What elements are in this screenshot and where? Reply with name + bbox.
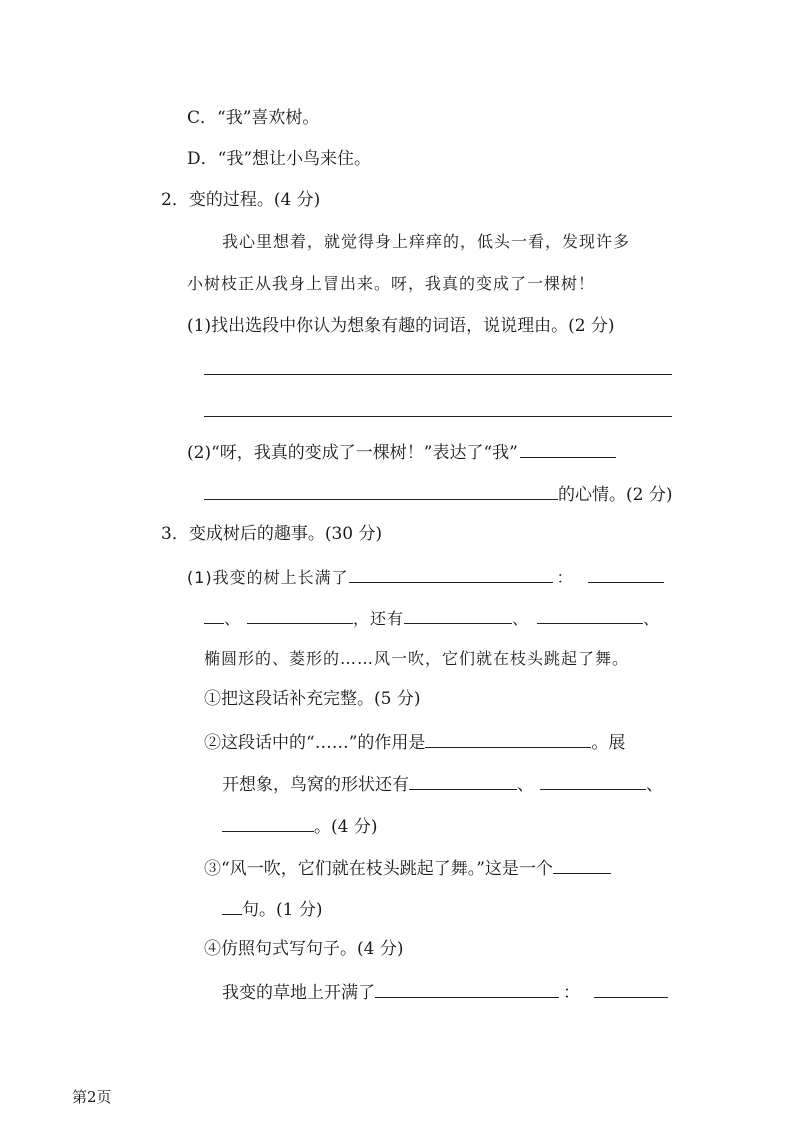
answer-blank[interactable]	[204, 606, 224, 624]
q2-sub2	[187, 440, 616, 464]
answer-blank[interactable]	[409, 772, 517, 790]
colon: ：	[563, 983, 580, 1003]
answer-blank[interactable]	[588, 565, 664, 583]
q2-passage-line1: 我心里想着，就觉得身上痒痒的，低头一看，发现许多	[222, 232, 631, 251]
answer-blank[interactable]	[375, 980, 559, 998]
q3-item3-line1	[204, 856, 611, 880]
q3-item3-line2	[222, 897, 322, 921]
answer-blank[interactable]	[553, 856, 611, 874]
q3-item2-end: 。展	[591, 733, 626, 753]
dunhao: 、	[643, 609, 661, 628]
q3-item2-line1	[204, 730, 625, 754]
q3-sub1-line3: 椭圆形的、菱形的……风一吹，它们就在枝头跳起了舞。	[204, 649, 630, 668]
q2-sub2-cont	[204, 482, 672, 506]
q2-sub2-end: 的心情。(2 分)	[558, 485, 673, 505]
answer-blank[interactable]	[247, 606, 353, 624]
q3-sub1-line1	[187, 565, 664, 589]
answer-blank[interactable]	[404, 606, 512, 624]
q3-item4: ④仿照句式写句子。(4 分)	[204, 939, 404, 959]
dunhao: 、	[646, 775, 663, 795]
dunhao: 、	[224, 609, 242, 628]
q2-sub2-text: (2)“呀，我真的变成了一棵树！”表达了“我”	[187, 443, 518, 463]
answer-blank[interactable]	[537, 606, 643, 624]
q3-sub1-line2	[204, 606, 660, 630]
q3-sub1-start: (1)我变的树上长满了	[187, 568, 349, 587]
q3-item2-line3-end: 。(4 分)	[314, 817, 378, 837]
q2-sub1: (1)找出选段中你认为想象有趣的词语，说说理由。(2 分)	[187, 316, 615, 336]
answer-line[interactable]	[204, 374, 672, 375]
q3-item2-line3	[222, 814, 377, 838]
q3-item3-start: ③“风一吹，它们就在枝头跳起了舞。”这是一个	[204, 859, 553, 879]
q3-item2-line2	[222, 772, 663, 796]
answer-blank[interactable]	[222, 897, 242, 915]
answer-blank[interactable]	[594, 980, 668, 998]
answer-blank[interactable]	[520, 440, 616, 458]
comma-also: ，还有	[353, 609, 405, 628]
dunhao: 、	[517, 775, 534, 795]
colon: ：	[556, 568, 574, 587]
answer-blank[interactable]	[425, 730, 591, 748]
q3-item1: ①把这段话补充完整。(5 分)	[204, 689, 421, 709]
q3-item3-end: 句。(1 分)	[242, 900, 323, 920]
q3-title: 3．变成树后的趣事。(30 分)	[161, 524, 383, 544]
answer-blank[interactable]	[540, 772, 646, 790]
q2-passage-line2: 小树枝正从我身上冒出来。呀，我真的变成了一棵树！	[187, 274, 596, 293]
q2-title: 2．变的过程。(4 分)	[161, 190, 321, 210]
page-number: 第2页	[72, 1088, 112, 1106]
answer-blank[interactable]	[222, 814, 314, 832]
answer-line[interactable]	[204, 416, 672, 417]
answer-blank[interactable]	[204, 482, 558, 500]
q3-item4-line	[222, 980, 668, 1004]
q3-item4-text: 我变的草地上开满了	[222, 983, 375, 1003]
q3-item2-start: ②这段话中的“……”的作用是	[204, 733, 426, 753]
option-c: C．“我”喜欢树。	[187, 108, 320, 128]
option-d: D．“我”想让小鸟来住。	[187, 149, 372, 169]
q3-item2-line2-text: 开想象，鸟窝的形状还有	[222, 775, 409, 795]
dunhao: 、	[512, 609, 530, 628]
answer-blank[interactable]	[349, 565, 553, 583]
